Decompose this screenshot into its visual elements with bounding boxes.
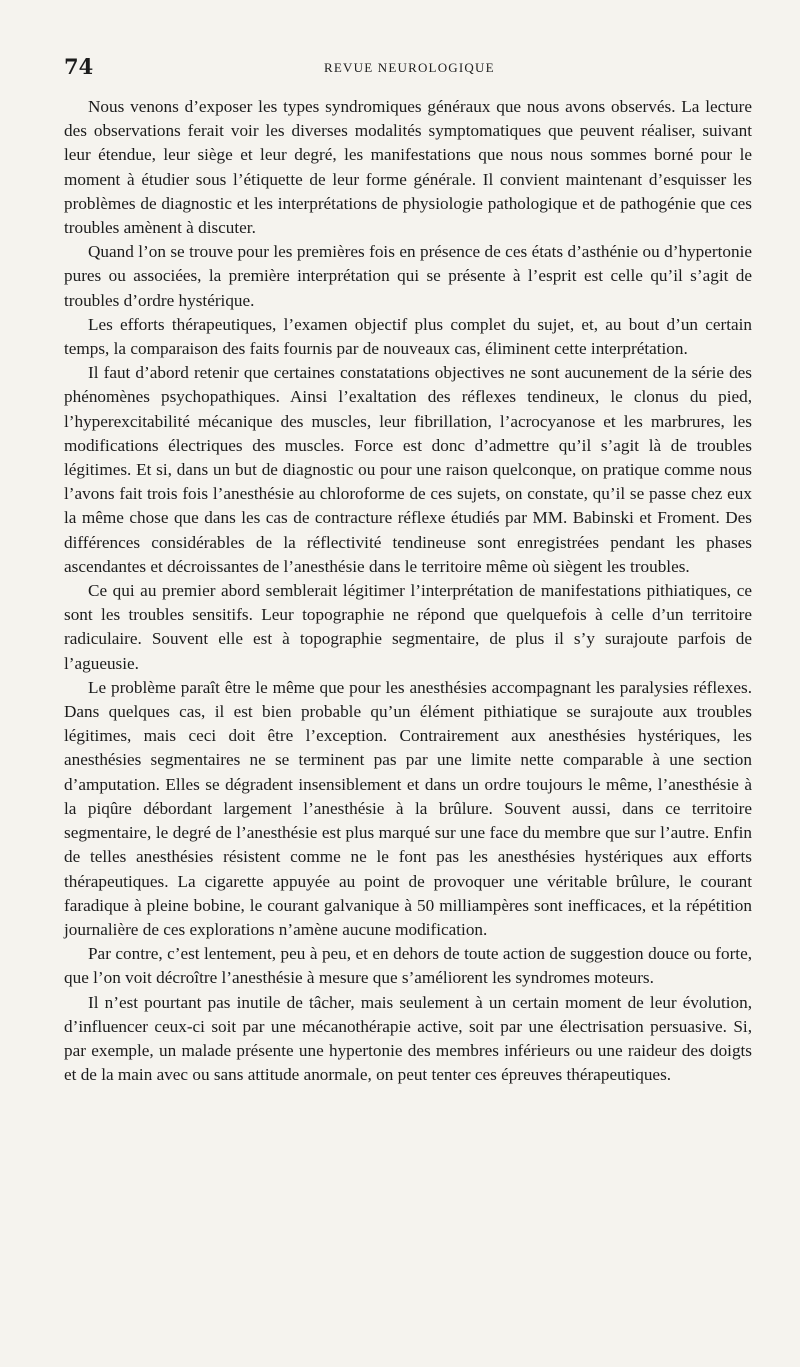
paragraph: Par contre, c’est lentement, peu à peu, et en dehors de toute action de suggestion douce ou forte, que l’on voit décroître l’anesthésie à mesure que s’améliorent les syndromes moteurs. xyxy=(64,944,752,988)
paragraph: Les efforts thérapeutiques, l’examen objectif plus complet du sujet, et, au bout d’un certain temps, la comparaison des faits fournis par de nouveaux cas, éliminent cette interprétation. xyxy=(64,314,752,359)
paragraph: Il faut d’abord retenir que certaines constatations objectives ne sont aucunement de la série des phénomènes psychopathiques. Ainsi l’exaltation des réflexes tendineux, le clonus du pied, l’hyperexcitabilité mécanique des muscles, leur fibrillation, l’acrocyanose et les marbrures, les modifications électriques des muscles. Force est donc d’admettre qu’il s’agit là de troubles légitimes. Et si, dans un but de diagnostic ou pour une raison quelconque, on pratique comme nous l’avons fait trois fois l’anesthésie au chloroforme de ces sujets, on constate, qu’il se passe chez eux la même chose que dans les cas de contracture réflexe étudiés par MM. Babinski et Froment. Des différences considérables de la réflectivité tendineuse sont enregistrées pendant les phases ascendantes et décroissantes de l’anesthésie dans le territoire même où siègent les troubles. xyxy=(64,363,752,576)
page-number: 74 xyxy=(64,54,94,79)
paragraph: Ce qui au premier abord semblerait légitimer l’interprétation de manifestations pithiatiques, ce sont les troubles sensitifs. Leur topographie ne répond que quelquefois à celle d’un territoire radiculaire. Souvent elle est à topographie segmentaire, de plus il s’y surajoute parfois de l’agueusie. xyxy=(64,581,752,673)
body-text xyxy=(64,95,752,1087)
paragraph: Le problème paraît être le même que pour les anesthésies accompagnant les paralysies réflexes. Dans quelques cas, il est bien probable qu’un élément pithiatique se surajoute aux troubles légitimes, mais ceci doit être l’exception. Contrairement aux anesthésies hystériques, les anesthésies segmentaires ne se terminent pas par une limite nette comparable à une section d’amputation. Elles se dégradent insensiblement et dans un ordre toujours le même, l’anesthésie à la piqûre débordant largement l’anesthésie à la brûlure. Souvent aussi, dans ce territoire segmentaire, le degré de l’anesthésie est plus marqué sur une face du membre que sur l’autre. Enfin de telles anesthésies résistent comme ne le font pas les anesthésies hystériques aux efforts thérapeutiques. La cigarette appuyée au point de provoquer une véritable brûlure, le courant faradique à pleine bobine, le courant galvanique à 50 milliampères sont inefficaces, et la répétition journalière de ces explorations n’amène aucune modification. xyxy=(64,677,752,939)
paragraph: Nous venons d’exposer les types syndromiques généraux que nous avons observés. La lecture des observations ferait voir les diverses modalités symptomatiques que peuvent réaliser, suivant leur étendue, leur siège et leur degré, les manifestations que nous nous sommes borné pour le moment à étudier sous l’étiquette de leur forme générale. Il convient maintenant d’esquisser les problèmes de diagnostic et les interprétations de physiologie pathologique et de pathogénie que ces troubles amènent à discuter. xyxy=(64,97,752,238)
paragraph: Il n’est pourtant pas inutile de tâcher, mais seulement à un certain moment de leur évolution, d’influencer ceux-ci soit par une mécanothérapie active, soit par une électrisation persuasive. Si, par exemple, un malade présente une hypertonie des membres inférieurs ou une raideur des doigts et de la main avec ou sans attitude anormale, on peut tenter ces épreuves thérapeutiques. xyxy=(64,992,752,1085)
running-head: REVUE NEUROLOGIQUE xyxy=(324,60,495,75)
page-header xyxy=(64,54,754,84)
paragraph: Quand l’on se trouve pour les premières fois en présence de ces états d’asthénie ou d’hypertonie pures ou associées, la première interprétation qui se présente à l’esprit est celle qu’il s’agit de troubles d’ordre hystérique. xyxy=(64,242,752,310)
